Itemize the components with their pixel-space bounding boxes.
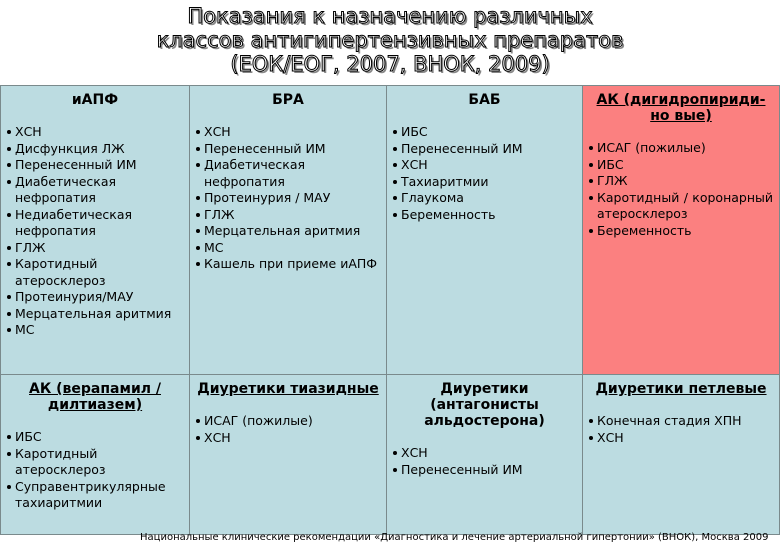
- cell-heading: БРА: [272, 92, 304, 108]
- cell-diuretics-thiazide: [190, 375, 387, 535]
- list-item: Мерцательная аритмия: [7, 306, 183, 323]
- title-line-3: (ЕОК/ЕОГ, 2007, ВНОК, 2009): [230, 52, 550, 76]
- indications-table: [0, 85, 780, 535]
- indication-list: [589, 140, 773, 239]
- list-item: Суправентрикулярные тахиаритмии: [7, 479, 183, 512]
- indication-list: [393, 445, 576, 478]
- list-item: ИСАГ (пожилые): [589, 140, 773, 157]
- list-item: Каротидный атеросклероз: [7, 446, 183, 479]
- indication-list: [589, 413, 773, 446]
- cell-ak-verapamil: [0, 375, 190, 535]
- indication-list: [7, 429, 183, 512]
- list-item: ХСН: [393, 445, 576, 462]
- indication-list: [393, 124, 576, 223]
- list-item: Перенесенный ИМ: [196, 141, 380, 158]
- list-item: Каротидный атеросклероз: [7, 256, 183, 289]
- indication-list: [7, 124, 183, 339]
- list-item: Перенесенный ИМ: [393, 141, 576, 158]
- cell-heading: иАПФ: [71, 92, 119, 108]
- list-item: Кашель при приеме иАПФ: [196, 256, 380, 273]
- list-item: ХСН: [7, 124, 183, 141]
- indication-list: [196, 413, 380, 446]
- list-item: ИБС: [393, 124, 576, 141]
- list-item: ИБС: [7, 429, 183, 446]
- list-item: ХСН: [196, 124, 380, 141]
- cell-heading: Диуретики тиазидные: [197, 381, 379, 397]
- list-item: Протеинурия / МАУ: [196, 190, 380, 207]
- cell-heading: АК (верапамил / дилтиазем): [29, 381, 161, 413]
- list-item: ГЛЖ: [196, 207, 380, 224]
- list-item: Мерцательная аритмия: [196, 223, 380, 240]
- cell-heading: Диуретики петлевые: [595, 381, 767, 397]
- list-item: Диабетическая нефропатия: [7, 174, 183, 207]
- cell-diuretics-loop: [583, 375, 780, 535]
- list-item: Перенесенный ИМ: [393, 462, 576, 479]
- list-item: МС: [7, 322, 183, 339]
- list-item: Недиабетическая нефропатия: [7, 207, 183, 240]
- list-item: Конечная стадия ХПН: [589, 413, 773, 430]
- cell-heading: АК (дигидропириди-но вые): [596, 92, 766, 124]
- list-item: ГЛЖ: [589, 173, 773, 190]
- list-item: Беременность: [589, 223, 773, 240]
- list-item: ИБС: [589, 157, 773, 174]
- cell-heading: Диуретики (антагонисты альдостерона): [424, 381, 545, 429]
- list-item: ХСН: [393, 157, 576, 174]
- slide-title: [0, 4, 780, 76]
- list-item: ГЛЖ: [7, 240, 183, 257]
- cell-bra: [190, 85, 387, 375]
- list-item: Перенесенный ИМ: [7, 157, 183, 174]
- list-item: Глаукома: [393, 190, 576, 207]
- list-item: ХСН: [196, 430, 380, 447]
- list-item: Протеинурия/МАУ: [7, 289, 183, 306]
- indication-list: [196, 124, 380, 273]
- title-line-2: классов антигипертензивных препаратов: [156, 28, 624, 52]
- cell-ak-dihydropyridine: [583, 85, 780, 375]
- list-item: Беременность: [393, 207, 576, 224]
- list-item: Тахиаритмии: [393, 174, 576, 191]
- list-item: ИСАГ (пожилые): [196, 413, 380, 430]
- cell-heading: БАБ: [468, 92, 501, 108]
- cell-iapf: [0, 85, 190, 375]
- list-item: МС: [196, 240, 380, 257]
- cell-bab: [387, 85, 583, 375]
- cell-diuretics-aldosterone: [387, 375, 583, 535]
- title-line-1: Показания к назначению различных: [187, 4, 593, 28]
- list-item: Каротидный / коронарный атеросклероз: [589, 190, 773, 223]
- list-item: Диабетическая нефропатия: [196, 157, 380, 190]
- list-item: Дисфункция ЛЖ: [7, 141, 183, 158]
- list-item: ХСН: [589, 430, 773, 447]
- source-footnote: Национальные клинические рекомендации «Диагностика и лечение артериальной гипертонии» (ВНОК), Москва 2009: [140, 532, 769, 543]
